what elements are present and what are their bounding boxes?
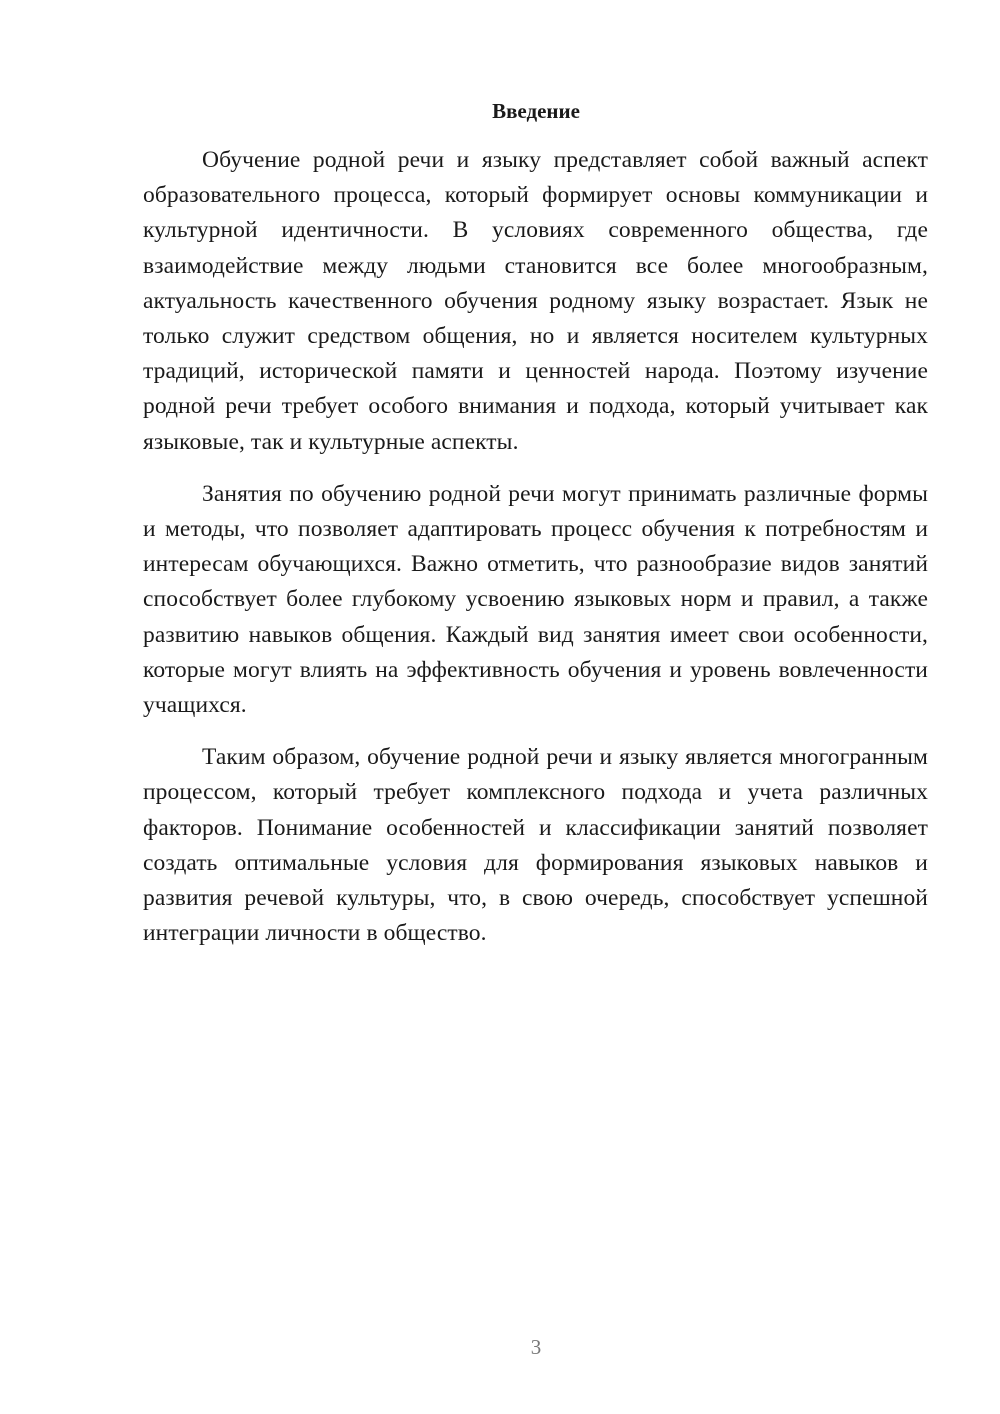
page-number: 3	[530, 1335, 542, 1359]
paragraph-3: Таким образом, обучение родной речи и языку является многогранным процессом, который требует комплексного подхода и учета различных факторов. Понимание особенностей и классификации занятий позволяет создать оптимальные условия для формирования языковых навыков и развития речевой культуры, что, в свою очередь, способствует успешной интеграции личности в общество.	[143, 744, 928, 947]
paragraph-2: Занятия по обучению родной речи могут принимать различные формы и методы, что позволяет адаптировать процесс обучения к потребностям и интересам обучающихся. Важно отметить, что разнообразие видов занятий способствует более глубокому усвоению языковых норм и правил, а также развитию навыков общения. Каждый вид занятия имеет свои особенности, которые могут влиять на эффективность обучения и уровень вовлеченности учащихся.	[143, 480, 928, 719]
body-text	[143, 143, 928, 968]
paragraph-1: Обучение родной речи и языку представляет собой важный аспект образовательного процесса, который формирует основы коммуникации и культурной идентичности. В условиях современного общества, где взаимодействие между людьми становится все более многообразным, актуальность качественного обучения родному языку возрастает. Язык не только служит средством общения, но и является носителем культурных традиций, исторической памяти и ценностей народа. Поэтому изучение родной речи требует особого внимания и подхода, который учитывает как языковые, так и культурные аспекты.	[143, 147, 928, 455]
page-title: Введение	[492, 99, 580, 123]
